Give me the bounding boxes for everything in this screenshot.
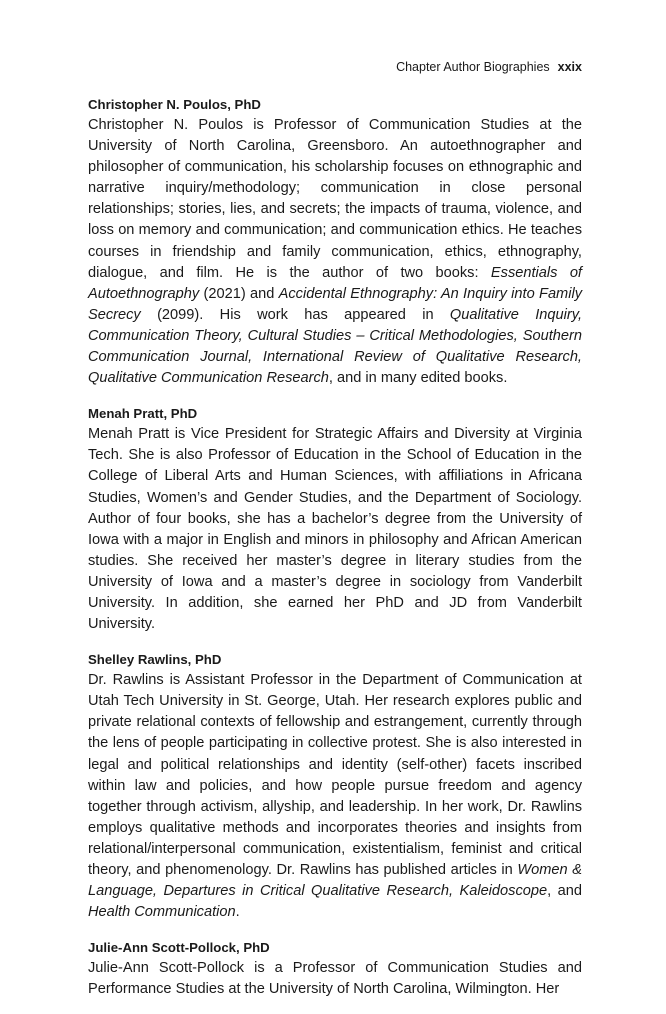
running-head — [88, 58, 582, 76]
author-name: Shelley Rawlins, PhD — [88, 652, 222, 668]
biography-text — [88, 670, 582, 923]
text-run: , and — [547, 883, 582, 900]
text-run: Dr. Rawlins is Assistant Professor in the Department of Communication at Utah Tech University in St. George, Utah. Her research explores public and private relational contexts of fellowship and estrangement, currently through the lens of people participating in collective protest. She is also interested in legal and political relationships and identity (self-other) facets inscribed within law and policies, and how people pursue freedom and agency together through activism, allyship, and leadership. In her work, Dr. Rawlins employs qualitative methods and incorporates theories and insights from relational/interpersonal communication, existentialism, feminist and critical theory, and phenomenology. Dr. Rawlins has published articles in — [88, 672, 582, 878]
biography-entry — [88, 937, 582, 1000]
text-run: (2099). His work has appeared in — [140, 306, 450, 323]
author-name: Julie-Ann Scott-Pollock, PhD — [88, 940, 270, 956]
biography-text — [88, 115, 582, 389]
page-number: xxix — [557, 60, 582, 74]
text-run: (2021) and — [199, 285, 279, 302]
italic-title: Health Communication — [88, 904, 236, 921]
text-run: Menah Pratt is Vice President for Strategic Affairs and Diversity at Virginia Tech. She is also Professor of Education in the School of Education in the College of Liberal Arts and Human Sciences, with affiliations in Africana Studies, Women’s and Gender Studies, and the Department of Sociology. Author of four books, she has a bachelor’s degree from the University of Iowa with a major in English and minors in philosophy and African American studies. She received her master’s degree in literary studies from the University of Iowa and a master’s degree in sociology from Vanderbilt University. In addition, she earned her PhD and JD from Vanderbilt University. — [88, 426, 582, 633]
biography-list — [88, 94, 582, 1000]
biography-entry — [88, 649, 582, 923]
book-page — [88, 58, 582, 1014]
author-name: Menah Pratt, PhD — [88, 406, 198, 422]
biography-text — [88, 424, 582, 635]
italic-title: Women & Language, Departures in Critical Qualitative Research, Kaleidoscope — [88, 862, 582, 900]
italic-title: Accidental Ethnography: An Inquiry into Family Secrecy — [88, 285, 582, 323]
biography-text — [88, 958, 582, 1000]
biography-entry — [88, 403, 582, 635]
italic-title: Qualitative Inquiry, Communication Theory, Cultural Studies – Critical Methodologies, Southern Communication Journal, International Review of Qualitative Research, Qualitative Communication Research — [88, 306, 583, 387]
text-run: . — [235, 904, 240, 921]
italic-title: Essentials of Autoethnography — [88, 264, 582, 302]
biography-entry — [88, 94, 582, 389]
text-run: Christopher N. Poulos is Professor of Communication Studies at the University of North Carolina, Greensboro. An autoethnographer and philosopher of communication, his scholarship focuses on ethnographic and narrative inquiry/methodology; communication in close personal relationships; stories, lies, and secrets; the impacts of trauma, violence, and loss on memory and communication; and communication ethics. He teaches courses in friendship and family communication, ethics, ethnography, dialogue, and film. He is the author of two books: — [88, 117, 582, 281]
text-run: Julie-Ann Scott-Pollock is a Professor of Communication Studies and Performance Studies at the University of North Carolina, Wilmington. Her — [88, 960, 582, 998]
author-name: Christopher N. Poulos, PhD — [88, 97, 261, 112]
text-run: , and in many edited books. — [328, 370, 508, 387]
running-head-title: Chapter Author Biographies — [396, 60, 550, 74]
